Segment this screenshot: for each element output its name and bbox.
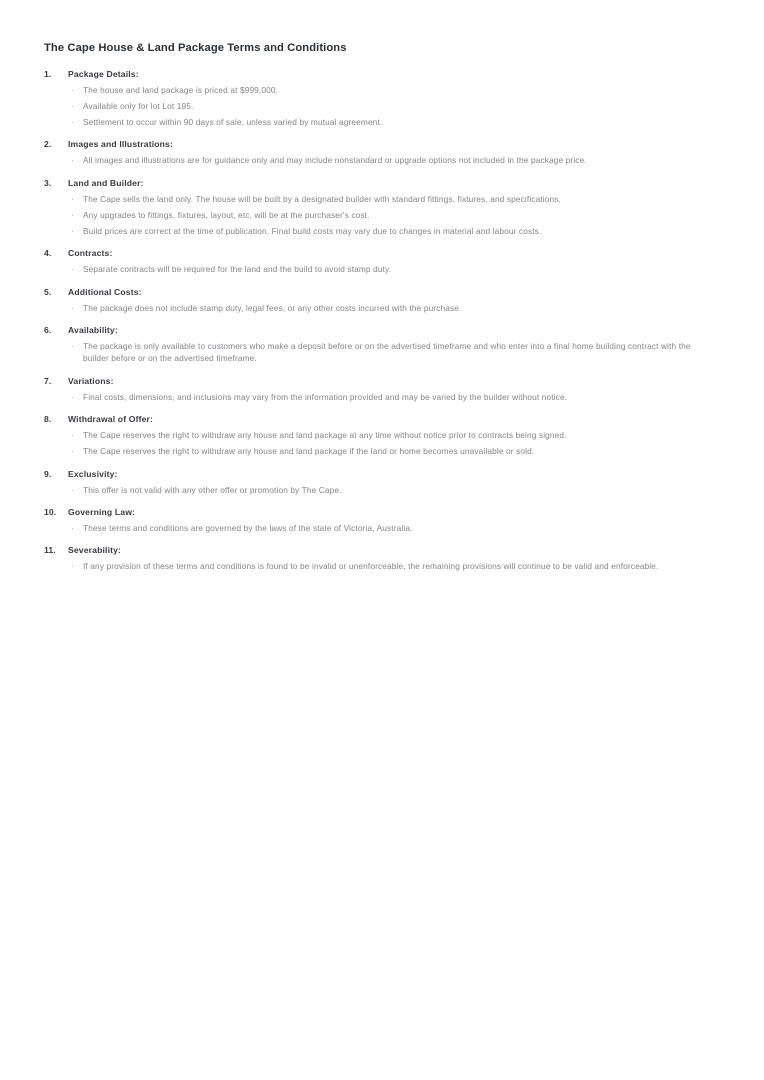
bullet-point-icon: · [71,302,74,313]
list-item-text: This offer is not valid with any other offer or promotion by The Cape. [83,484,342,495]
term-section [44,468,718,496]
list-item [68,391,718,403]
term-heading: Availability: [68,325,118,336]
term-number: 1. [44,69,52,79]
term-heading: Governing Law: [68,507,136,518]
term-bullet-list [68,154,718,166]
term-section [44,247,718,275]
bullet-point-icon: · [71,117,74,127]
term-number: 11. [44,545,56,556]
list-item-text: Separate contracts will be required for the land and the build to avoid stamp duty. [83,264,392,275]
term-number: 5. [44,286,52,297]
list-item-text: The Cape sells the land only. The house will be built by a designated builder with standard fittings, fixtures, and specifications. [83,193,561,204]
list-item [68,560,718,572]
term-number: 7. [44,375,52,386]
term-bullet-list [68,84,718,128]
bullet-point-icon: · [71,85,74,95]
list-item-text: If any provision of these terms and conditions is found to be invalid or unenforceable, the remaining provisions will continue to be valid and enforceable. [83,561,659,572]
term-section [44,68,718,128]
term-bullet-list [68,193,718,237]
list-item-text: The house and land package is priced at $999,000. [83,85,279,95]
list-item [68,263,718,275]
bullet-point-icon: · [71,341,74,352]
term-section [44,375,718,403]
term-number: 4. [44,248,52,259]
term-bullet-list [68,263,718,275]
term-number: 8. [44,414,52,425]
list-item [68,84,718,96]
list-item-text: The package is only available to customers who make a deposit before or on the advertised timeframe and who enter into a final home building contract with the builder before or on the advertised timeframe. [83,341,691,364]
bullet-point-icon: · [71,209,74,220]
term-number: 10. [44,507,57,518]
bullet-point-icon: · [71,523,74,534]
list-item-text: The Cape reserves the right to withdraw any house and land package if the land or home becomes unavailable or sold. [83,446,535,457]
list-item [68,100,718,112]
list-item [68,116,718,128]
term-bullet-list [68,484,718,496]
term-heading: Contracts: [68,248,113,259]
bullet-point-icon: · [71,561,74,572]
list-item-text: Available only for lot Lot 195. [83,101,194,111]
page-title: The Cape House & Land Package Terms and Conditions [44,42,347,54]
list-item [68,522,718,534]
list-item [68,209,718,221]
bullet-point-icon: · [71,101,74,111]
list-item [68,154,718,166]
terms-conditions-list [44,68,718,573]
term-heading: Severability: [68,545,122,556]
term-section [44,286,718,314]
term-bullet-list [68,340,718,365]
list-item [68,302,718,314]
list-item-text: Final costs, dimensions, and inclusions may vary from the information provided and may be varied by the builder without notice. [83,391,568,402]
term-heading: Withdrawal of Offer: [68,414,154,425]
list-item [68,225,718,237]
term-number: 6. [44,325,52,336]
term-section [44,413,718,457]
term-bullet-list [68,429,718,457]
list-item-text: These terms and conditions are governed by the laws of the state of Victoria, Australia. [83,523,413,534]
term-section [44,177,718,237]
bullet-point-icon: · [71,225,74,236]
list-item-text: The Cape reserves the right to withdraw any house and land package at any time without notice prior to contracts being signed. [83,430,567,441]
bullet-point-icon: · [71,193,74,204]
list-item [68,445,718,457]
term-heading: Additional Costs: [68,286,142,297]
term-section [44,506,718,534]
bullet-point-icon: · [71,446,74,457]
bullet-point-icon: · [71,155,74,166]
list-item [68,340,718,365]
term-heading: Images and Illustrations: [68,139,173,150]
term-number: 2. [44,139,52,150]
list-item-text: All images and illustrations are for guidance only and may include nonstandard or upgrade options not included in the package price. [83,155,587,166]
list-item [68,484,718,496]
term-number: 9. [44,468,52,479]
term-heading: Land and Builder: [68,177,144,188]
list-item-text: Any upgrades to fittings, fixtures, layout, etc, will be at the purchaser's cost. [83,209,370,220]
list-item [68,193,718,205]
term-section [44,544,718,572]
term-heading: Package Details: [68,69,139,79]
term-section [44,324,718,365]
list-item-text: The package does not include stamp duty, legal fees, or any other costs incurred with the purchase. [83,302,462,313]
term-bullet-list [68,522,718,534]
list-item-text: Settlement to occur within 90 days of sale, unless varied by mutual agreement. [83,117,383,127]
list-item [68,429,718,441]
bullet-point-icon: · [71,484,74,495]
list-item-text: Build prices are correct at the time of publication. Final build costs may vary due to changes in material and labour costs. [83,225,542,236]
term-section [44,138,718,166]
term-heading: Exclusivity: [68,468,118,479]
term-heading: Variations: [68,375,114,386]
term-bullet-list [68,391,718,403]
bullet-point-icon: · [71,264,74,275]
term-bullet-list [68,302,718,314]
bullet-point-icon: · [71,391,74,402]
term-bullet-list [68,560,718,572]
term-number: 3. [44,177,52,188]
bullet-point-icon: · [71,430,74,441]
